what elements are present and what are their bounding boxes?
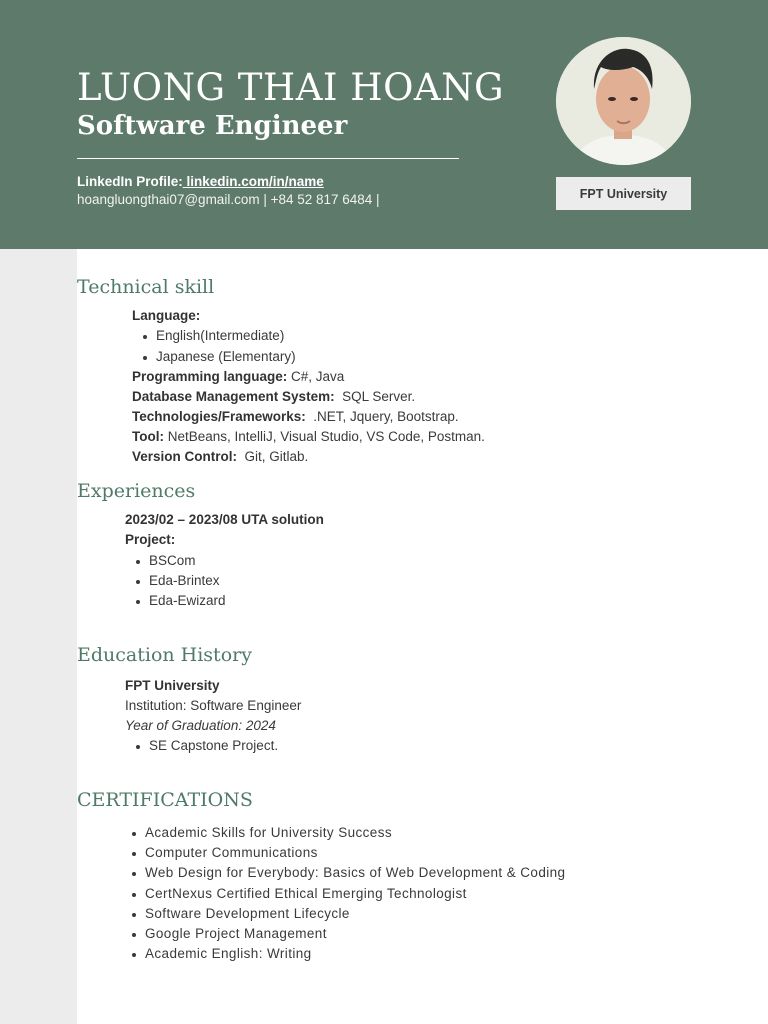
list-item: Academic English: Writing — [145, 946, 312, 961]
list-item: Eda-Brintex — [149, 573, 220, 588]
section-title-experiences: Experiences — [77, 480, 196, 502]
list-item: SE Capstone Project. — [149, 738, 279, 753]
linkedin-line — [77, 174, 324, 189]
list-item: BSCom — [149, 553, 196, 568]
education-graduation: Year of Graduation: 2024 — [125, 718, 276, 733]
list-item: CertNexus Certified Ethical Emerging Technologist — [145, 886, 467, 901]
list-item: Google Project Management — [145, 926, 327, 941]
header-banner — [0, 0, 768, 249]
experience-period: 2023/02 – 2023/08 UTA solution — [125, 512, 324, 527]
education-institution: Institution: Software Engineer — [125, 698, 302, 713]
profile-photo — [556, 37, 691, 165]
candidate-name: LUONG THAI HOANG — [77, 66, 505, 109]
list-item: Web Design for Everybody: Basics of Web Development & Coding — [145, 865, 566, 880]
skill-row-tool: Tool: NetBeans, IntelliJ, Visual Studio, VS Code, Postman. — [132, 429, 485, 444]
linkedin-link[interactable]: linkedin.com/in/name — [182, 174, 324, 189]
skill-language-label: Language: — [132, 308, 201, 323]
section-title-education: Education History — [77, 644, 252, 666]
list-item: Academic Skills for University Success — [145, 825, 393, 840]
list-item: Software Development Lifecycle — [145, 906, 350, 921]
contact-info: hoangluongthai07@gmail.com | +84 52 817 6484 | — [77, 192, 380, 207]
list-item: Eda-Ewizard — [149, 593, 226, 608]
section-title-technical-skill: Technical skill — [77, 276, 215, 298]
linkedin-label: LinkedIn Profile: — [77, 174, 183, 189]
list-item: Japanese (Elementary) — [156, 349, 296, 364]
skill-row-technologies: Technologies/Frameworks: .NET, Jquery, Bootstrap. — [132, 409, 459, 424]
skill-row-database: Database Management System: SQL Server. — [132, 389, 416, 404]
skill-row-programming: Programming language: C#, Java — [132, 369, 345, 384]
list-item: Computer Communications — [145, 845, 318, 860]
left-sidebar-strip — [0, 249, 77, 1024]
education-school: FPT University — [125, 678, 220, 693]
job-title: Software Engineer — [77, 111, 348, 141]
list-item: English(Intermediate) — [156, 328, 285, 343]
experience-project-label: Project: — [125, 532, 176, 547]
university-badge: FPT University — [556, 177, 691, 210]
section-title-certifications: CERTIFICATIONS — [77, 789, 253, 811]
skill-row-version-control: Version Control: Git, Gitlab. — [132, 449, 309, 464]
header-divider — [77, 158, 459, 159]
